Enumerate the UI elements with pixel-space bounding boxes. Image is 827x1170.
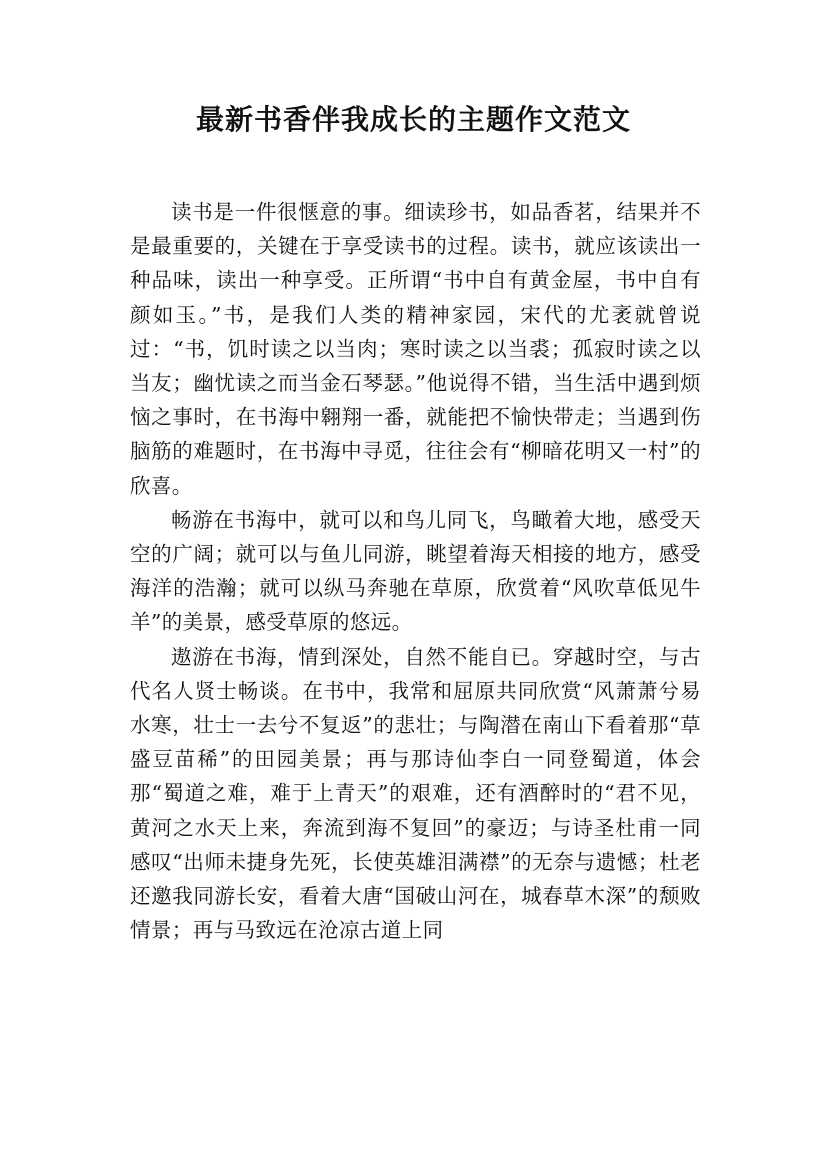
document-title: 最新书香伴我成长的主题作文范文 <box>195 103 631 136</box>
paragraph-3: 遨游在书海，情到深处，自然不能自已。穿越时空，与古代名人贤士畅谈。在书中，我常和屈原共同欣赏“风萧萧兮易水寒，壮士一去兮不复返”的悲壮；与陶潜在南山下看着那“草盛豆苗稀”的田园美景；再与那诗仙李白一同登蜀道，体会那“蜀道之难，难于上青天”的艰难，还有酒醉时的“君不见，黄河之水天上来，奔流到海不复回”的豪迈；与诗圣杜甫一同感叹“出师未捷身先死，长使英雄泪满襟”的无奈与遗憾；杜老还邀我同游长安，看着大唐“国破山河在，城春草木深”的颓败情景；再与马致远在沧凉古道上同 <box>130 644 701 943</box>
document-body <box>130 195 701 947</box>
paragraph-1: 读书是一件很惬意的事。细读珍书，如品香茗，结果并不是最重要的，关键在于享受读书的过程。读书，就应该读出一种品味，读出一种享受。正所谓“书中自有黄金屋，书中自有颜如玉。”书，是我们人类的精神家园，宋代的尤袤就曾说过：“书，饥时读之以当肉；寒时读之以当裘；孤寂时读之以当友；幽忧读之而当金石琴瑟。”他说得不错，当生活中遇到烦恼之事时，在书海中翱翔一番，就能把不愉快带走；当遇到伤脑筋的难题时，在书海中寻觅，往往会有“柳暗花明又一村”的欣喜。 <box>130 200 701 498</box>
paragraph-2: 畅游在书海中，就可以和鸟儿同飞，鸟瞰着大地，感受天空的广阔；就可以与鱼儿同游，眺望着海天相接的地方，感受海洋的浩瀚；就可以纵马奔驰在草原，欣赏着“风吹草低见牛羊”的美景，感受草原的悠远。 <box>130 507 701 635</box>
